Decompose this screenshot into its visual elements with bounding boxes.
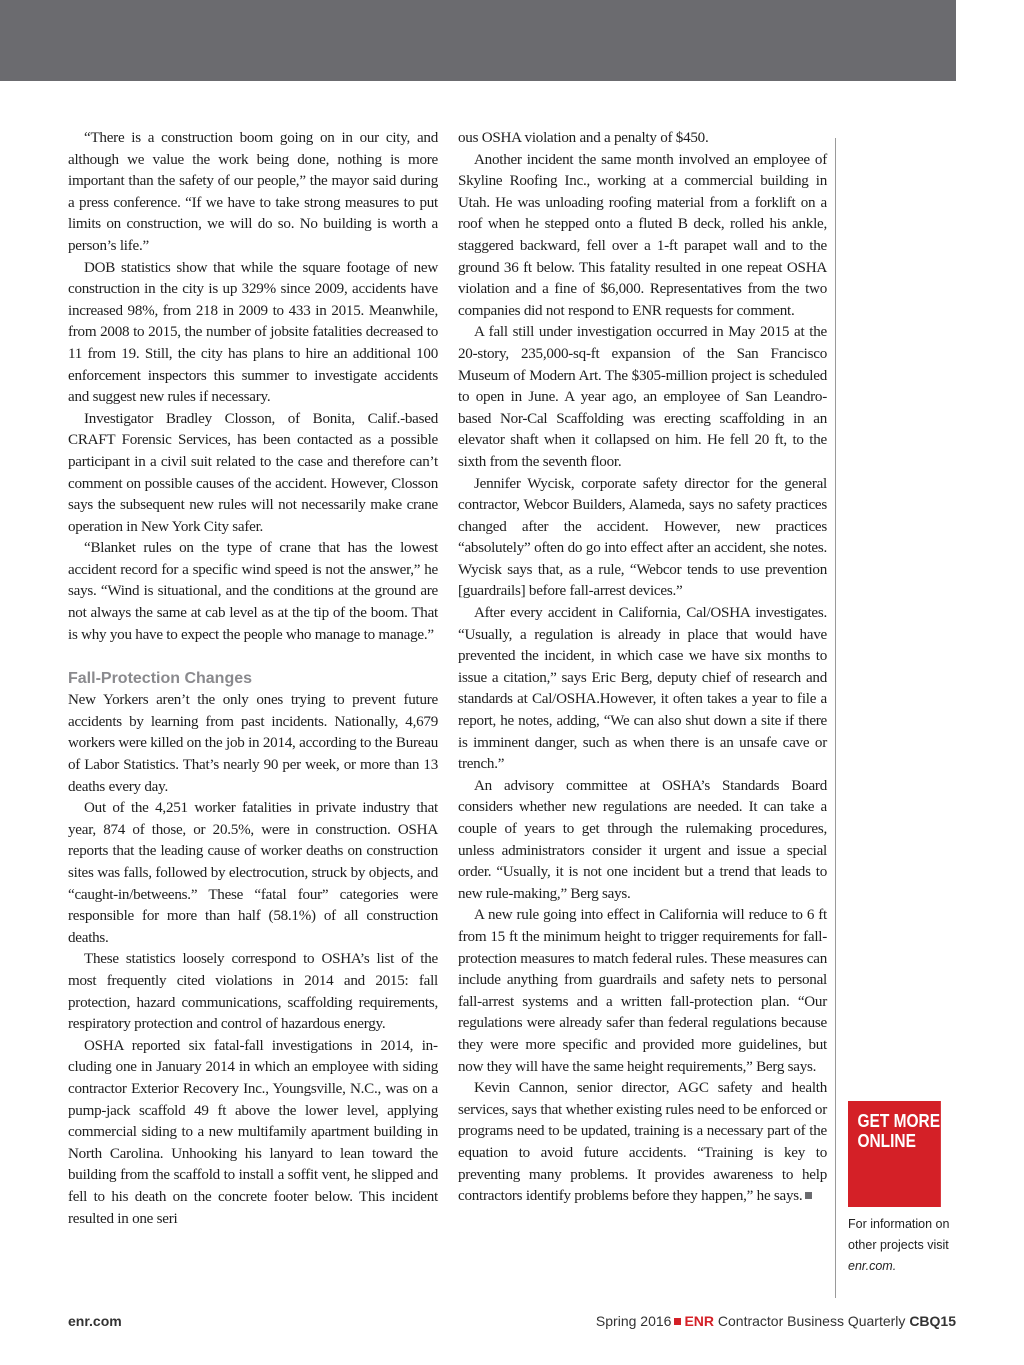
paragraph: After every accident in California, Cal/OSHA investigates. “Usually, a regulation is already in place that would have prevented the incident, in which case we have six months to issue a citation,” says Eric Berg, deputy chief of research and standards at Cal/OSHA.However, it often takes a year to file a report, he notes, adding, “We can also shut down a site if there is imminent danger, such as when there is an unsafe cave or trench.” <box>458 605 827 773</box>
paragraph: These statistics loosely correspond to OSHA’s list of the most frequently cited violations in 2014 and 2015: fall protection, hazard communications, scaffolding requirements, respiratory protection and control of hazardous energy. <box>68 951 438 1033</box>
paragraph: An advisory committee at OSHA’s Standards Board considers whether new regulations are needed. It can take a couple of years to get through the rulemaking procedures, unless administrators consider it urgent and issue a special order. “Usually, it is not one incident but a trend that leads to new rule-making,” Berg says. <box>458 777 827 902</box>
footer-publication: Contractor Business Quarterly <box>717 1313 906 1329</box>
paragraph: OSHA reported six fatal-fall investigations in 2014, including one in January 2014 in which an employee with siding contractor Exterior Recovery Inc., Youngsville, N.C., was on a pump-jack scaffold 49 ft above the lower level, applying commercial siding to a new multifamily apartment building in North Carolina. Unhooking his lanyard to lean toward the building from the scaffold to install a soffit vent, he slipped and fell to his death on the concrete footer below. This incident resulted in one seri <box>68 1037 438 1227</box>
promo-caption-text: For information on other projects visit <box>848 1217 950 1252</box>
paragraph: A new rule going into effect in California will reduce to 6 ft from 15 ft the minimum height to trigger requirements for fall-protection measures to match federal rules. These measures can include anything from guardrails and safety nets to personal fall-arrest systems and a written fall-protection plan. “Our regulations were already safer than federal regulations because they were more specific and provided more guidelines, but now they will have the same height requirements,” Berg says. <box>458 907 827 1075</box>
paragraph: Another incident the same month involved an employee of Skyline Roofing Inc., working at a commercial building in Utah. He was unloading roofing material from a forklift on a roof when he stepped onto a fluted B deck, rolled his ankle, staggered backward, fell over a 1-ft parapet wall and to the ground 36 ft below. This fatality resulted in one repeat OSHA violation and a fine of $6,000. Representatives from the two companies did not respond to ENR requests for comment. <box>458 151 827 319</box>
square-bullet-icon <box>674 1318 681 1325</box>
footer-folio <box>596 1313 956 1329</box>
column-divider <box>835 138 836 1298</box>
promo-caption <box>848 1214 960 1277</box>
final-paragraph-text: Kevin Cannon, senior director, AGC safety and health services, says that whether existing rules need to be enforced or programs need to be updated, training is a necessary part of the equation to avoid future accidents. “Training is key to preventing many problems. It provides awareness to help contractors identify problems before they happen,” he says. <box>458 1080 827 1205</box>
footer-site[interactable]: enr.com <box>68 1313 122 1329</box>
paragraph: Out of the 4,251 worker fatalities in private industry that year, 874 of those, or 20.5%, were in construction. OSHA reports that the leading cause of worker deaths on construction sites was falls, followed by electrocution, struck by objects, and “caught-in/betweens.” These “fatal four” categories were responsible for more than half (58.1%) of all construction deaths. <box>68 800 438 946</box>
footer-brand: ENR <box>684 1313 714 1329</box>
paragraph: Investigator Bradley Closson, of Bonita, Calif.-based CRAFT Forensic Services, has been contacted as a possible participant in a civil suit related to the case and therefore can’t comment on possible causes of the accident. However, Closson says the subsequent new rules will not necessarily make crane operation in New York City safer. <box>68 410 438 535</box>
article-column-left <box>68 128 438 1230</box>
get-more-online-box[interactable] <box>848 1101 941 1207</box>
paragraph-continuation: ous OSHA violation and a penalty of $450. <box>458 130 709 146</box>
header-bar <box>0 0 956 81</box>
promo-title-line2: ONLINE <box>857 1131 916 1151</box>
end-of-story-icon <box>805 1192 812 1199</box>
promo-title-line1: GET MORE <box>857 1111 941 1131</box>
paragraph: DOB statistics show that while the square footage of new construction in the city is up 329% since 2009, accidents have increased 98%, from 218 in 2009 to 433 in 2015. Meanwhile, from 2008 to 2015, the number of jobsite fatalities decreased to 11 from 19. Still, the city has plans to hire an additional 100 enforcement inspectors this summer to investigate accidents and suggest new rules if necessary. <box>68 259 438 406</box>
paragraph: Jennifer Wycisk, corporate safety director for the general contractor, Webcor Builders, Alameda, says no safety practices changed after the accident. However, new practices “absolutely” often do go into effect after an accident, she notes. Wycisk says that, as a rule, “Webcor tends to use prevention [guardrails] before fall-arrest devices.” <box>458 475 827 600</box>
footer-issue: Spring 2016 <box>595 1313 672 1329</box>
paragraph: “Blanket rules on the type of crane that has the lowest accident record for a specific wind speed is not the answer,” he says. “Wind is situational, and the conditions at the ground are not always the same at cab level as at the tip of the boom. That is why you have to expect the people who manage to manage.” <box>68 540 438 643</box>
section-subhead: Fall-Protection Changes <box>68 670 253 688</box>
article-column-middle <box>458 128 827 1208</box>
final-paragraph <box>458 1078 827 1208</box>
paragraph: A fall still under investigation occurred in May 2015 at the 20-story, 235,000-sq-ft expansion of the San Francisco Museum of Modern Art. The $305-million project is scheduled to open in June. A year ago, an employee of San Leandro-based Nor-Cal Scaffolding was erecting scaffolding in an elevator shaft when it collapsed on him. He fell 20 ft, to the sixth from the seventh floor. <box>458 324 827 470</box>
promo-link[interactable]: enr.com. <box>848 1259 897 1273</box>
page-number: CBQ15 <box>909 1313 956 1329</box>
paragraph: New Yorkers aren’t the only ones trying to prevent future accidents by learning from past incidents. Nationally, 4,679 workers were killed on the job in 2014, according to the Bureau of Labor Statistics. That’s nearly 90 per week, or more than 13 deaths every day. <box>68 692 438 795</box>
paragraph: “There is a construction boom going on in our city, and although we value the work being done, nothing is more important than the safety of our people,” the mayor said during a press conference. “If we have to take strong measures to put limits on construction, we will do so. No building is worth a person’s life.” <box>68 130 438 254</box>
